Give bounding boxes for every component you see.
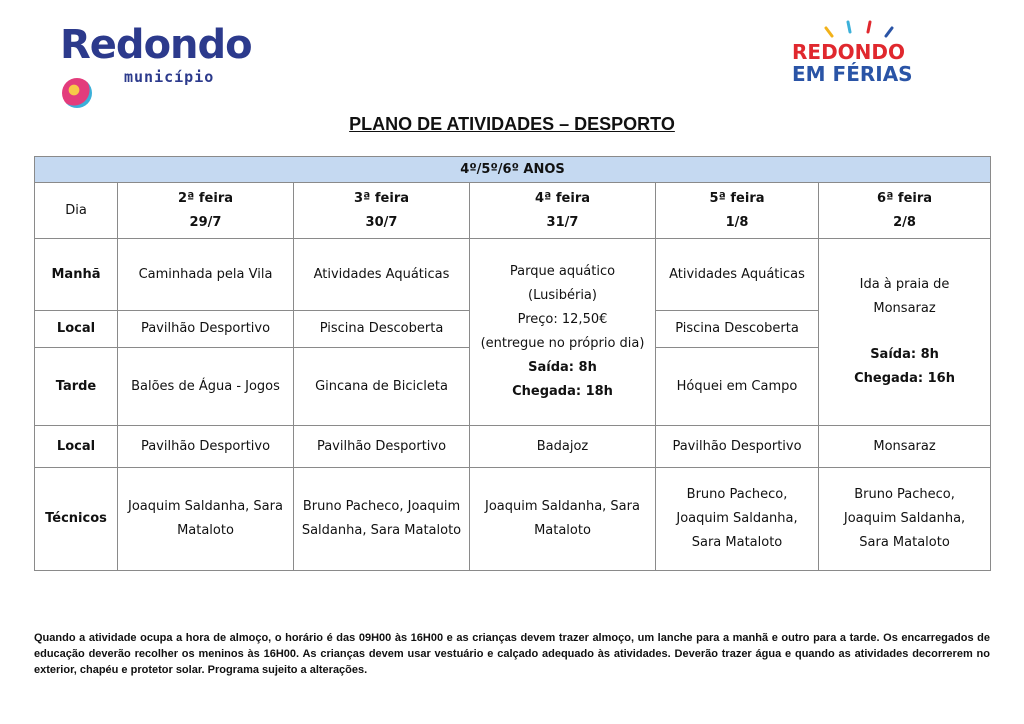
cell-tarde-mon: Balões de Água - Jogos <box>118 348 294 426</box>
day-header: 6ª feira 2/8 <box>819 183 991 239</box>
local-afternoon-row <box>35 426 991 468</box>
row-label-local: Local <box>35 426 118 468</box>
flower-icon <box>62 78 92 108</box>
cell-wed-special: Parque aquático (Lusibéria) Preço: 12,50€ (entregue no próprio dia) Saída: 8h Chegada: 18h <box>470 239 656 426</box>
cell-local2-fri: Monsaraz <box>819 426 991 468</box>
cell-local-tue: Piscina Descoberta <box>294 311 470 348</box>
cell-tec-fri: Bruno Pacheco, Joaquim Saldanha, Sara Mataloto <box>819 468 991 571</box>
day-header: 3ª feira 30/7 <box>294 183 470 239</box>
cell-tec-tue: Bruno Pacheco, Joaquim Saldanha, Sara Mataloto <box>294 468 470 571</box>
cell-local-thu: Piscina Descoberta <box>656 311 819 348</box>
dia-label: Dia <box>35 183 118 239</box>
day-header: 4ª feira 31/7 <box>470 183 656 239</box>
footer-note: Quando a atividade ocupa a hora de almoço, o horário é das 09H00 às 16H00 e as crianças devem trazer almoço, um lanche para a manhã e outro para a tarde. Os encarregados de educação deverão recolher os meninos às 16H00. As crianças devem usar vestuário e calçado adequado às atividades. Deverão trazer água e quando as atividades decorrerem no exterior, chapéu e protetor solar. Programa sujeito a alterações. <box>34 632 990 676</box>
cell-tec-mon: Joaquim Saldanha, Sara Mataloto <box>118 468 294 571</box>
cell-local2-thu: Pavilhão Desportivo <box>656 426 819 468</box>
day-header: 2ª feira 29/7 <box>118 183 294 239</box>
page-title: PLANO DE ATIVIDADES – DESPORTO <box>349 114 675 134</box>
row-label-local: Local <box>35 311 118 348</box>
cell-tec-thu: Bruno Pacheco, Joaquim Saldanha, Sara Mataloto <box>656 468 819 571</box>
logo-main-text: Redondo <box>60 22 252 68</box>
manha-row <box>35 239 991 311</box>
cell-local-mon: Pavilhão Desportivo <box>118 311 294 348</box>
grade-row <box>35 157 991 183</box>
tecnicos-row <box>35 468 991 571</box>
logo-right-line2: EM FÉRIAS <box>792 62 913 86</box>
cell-local2-mon: Pavilhão Desportivo <box>118 426 294 468</box>
header-row <box>35 183 991 239</box>
cell-local2-tue: Pavilhão Desportivo <box>294 426 470 468</box>
logo-right-line1: REDONDO <box>792 40 906 64</box>
row-label-tarde: Tarde <box>35 348 118 426</box>
cell-tec-wed: Joaquim Saldanha, Sara Mataloto <box>470 468 656 571</box>
cell-fri-special: Ida à praia de Monsaraz Saída: 8h Chegada: 16h <box>819 239 991 426</box>
cell-manha-mon: Caminhada pela Vila <box>118 239 294 311</box>
day-header: 5ª feira 1/8 <box>656 183 819 239</box>
sun-rays-icon <box>822 20 912 38</box>
cell-tarde-tue: Gincana de Bicicleta <box>294 348 470 426</box>
cell-manha-thu: Atividades Aquáticas <box>656 239 819 311</box>
row-label-tecnicos: Técnicos <box>35 468 118 571</box>
redondo-municipio-logo <box>60 22 250 86</box>
cell-manha-tue: Atividades Aquáticas <box>294 239 470 311</box>
schedule-table <box>34 156 991 571</box>
grade-cell: 4º/5º/6º ANOS <box>35 157 991 183</box>
redondo-em-ferias-logo <box>790 20 940 88</box>
cell-local2-wed: Badajoz <box>470 426 656 468</box>
cell-tarde-thu: Hóquei em Campo <box>656 348 819 426</box>
logo-sub-text: município <box>124 68 215 86</box>
row-label-manha: Manhã <box>35 239 118 311</box>
